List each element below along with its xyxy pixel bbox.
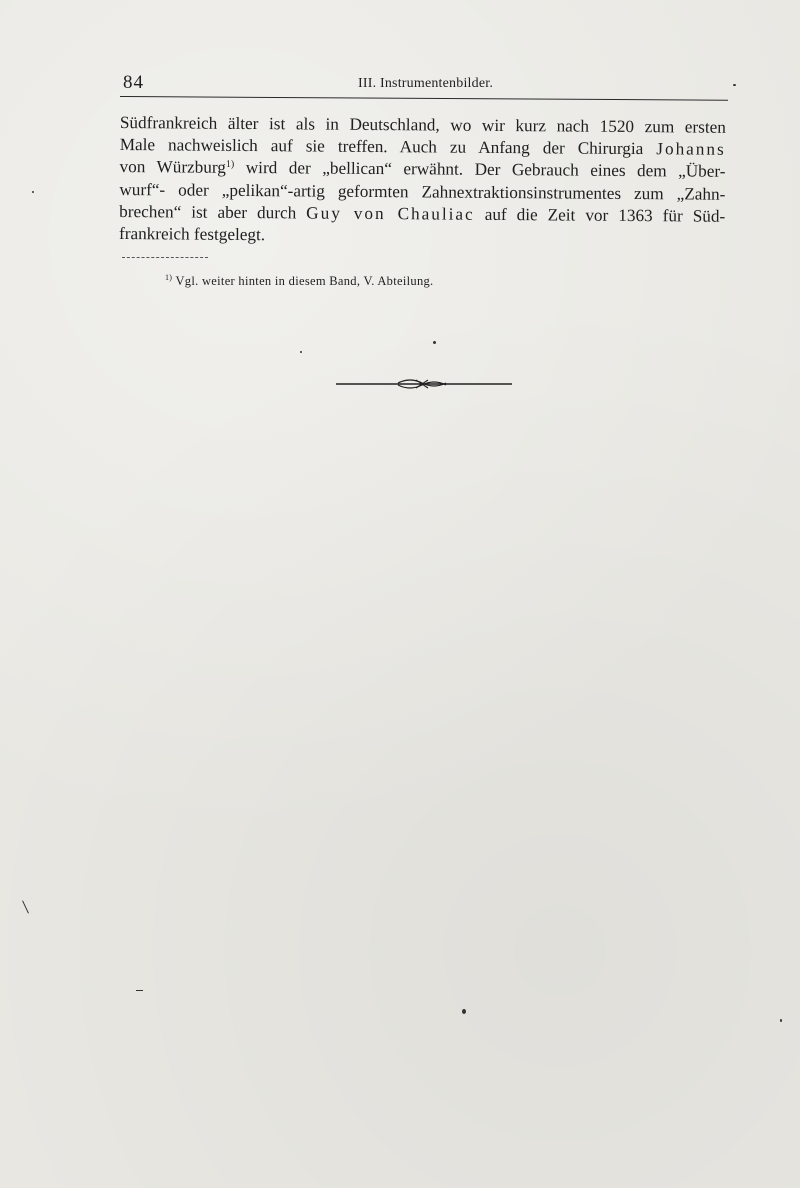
running-header bbox=[120, 72, 728, 94]
footnote-marker: 1) bbox=[165, 273, 173, 282]
body-line-6: frankreich festgelegt. bbox=[118, 224, 266, 245]
body-line-2-text: Male nachweislich auf sie treffen. Auch zu Anfang der Chirurgia bbox=[119, 135, 644, 159]
running-title: III. Instrumentenbilder. bbox=[358, 76, 494, 91]
footnote bbox=[165, 274, 433, 289]
footnote-separator bbox=[122, 257, 208, 258]
body-line-4: wurf“- oder „pelikan“-artig geformten Zahnextraktionsinstrumentes zum „Zahn- bbox=[119, 179, 726, 204]
footnote-reference: 1) bbox=[225, 159, 235, 171]
spaced-name-johanns: Johanns bbox=[656, 139, 726, 159]
footnote-text: Vgl. weiter hinten in diesem Band, V. Abteilung. bbox=[175, 274, 434, 288]
spaced-name-guy-von-chauliac: Guy von Chauliac bbox=[306, 203, 475, 224]
paper-speck bbox=[32, 191, 34, 193]
body-line-3-name: von Würzburg bbox=[119, 157, 226, 178]
body-paragraph bbox=[119, 112, 726, 250]
section-end-ornament bbox=[336, 374, 512, 392]
paper-speck bbox=[136, 990, 143, 991]
body-line-5-end: auf die Zeit vor 1363 für Süd- bbox=[484, 204, 726, 226]
paper-speck bbox=[780, 1019, 782, 1022]
paper-speck bbox=[22, 900, 29, 913]
paper-speck bbox=[433, 341, 436, 344]
paper-speck bbox=[733, 84, 736, 86]
paper-speck bbox=[462, 1009, 466, 1014]
paper-speck bbox=[300, 351, 302, 353]
page-number: 84 bbox=[123, 72, 144, 93]
body-line-1: Südfrankreich älter ist als in Deutschland, wo wir kurz nach 1520 zum ersten bbox=[119, 112, 726, 137]
body-line-5-start: brechen“ ist aber durch bbox=[119, 201, 297, 223]
body-line-3-text: wird der „bellican“ erwähnt. Der Gebrauch eines dem „Über- bbox=[245, 158, 726, 182]
header-rule bbox=[120, 96, 728, 101]
